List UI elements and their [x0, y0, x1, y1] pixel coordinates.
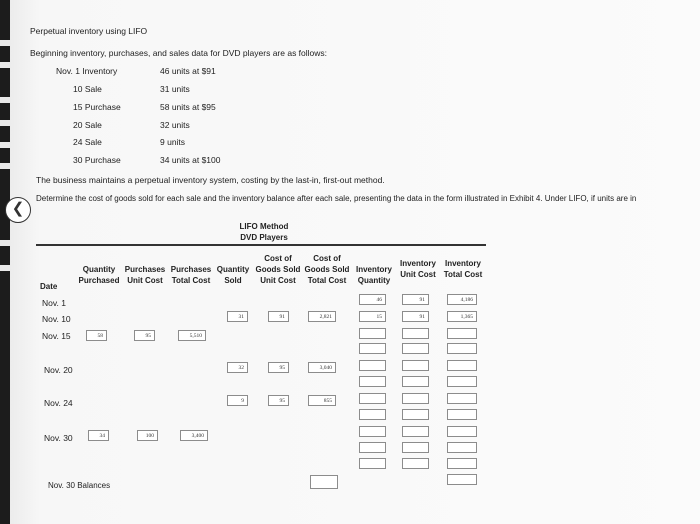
date-nov30: Nov. 30 [44, 433, 73, 443]
system-text: The business maintains a perpetual inventory system, costing by the last-in, first-out method. [36, 175, 385, 185]
nov30-balances-cogs-total-input[interactable] [310, 475, 338, 489]
nov30-inv-unit-cost-input-1[interactable] [402, 426, 429, 437]
nov15-inv-total-cost-input-2[interactable] [447, 343, 477, 354]
data-value-nov10: 31 units [160, 84, 190, 94]
nov15-purchase-unit-cost-input[interactable]: 95 [134, 330, 155, 341]
nov20-sold-total-cost-input[interactable]: 3,040 [308, 362, 336, 373]
nov24-sold-unit-cost-input[interactable]: 95 [268, 395, 289, 406]
nov20-inv-quantity-input-2[interactable] [359, 376, 386, 387]
nov30-purchase-total-cost-input[interactable]: 3,400 [180, 430, 208, 441]
data-value-nov1: 46 units at $91 [160, 66, 216, 76]
chevron-left-icon: ❮ [11, 200, 25, 217]
col-header-purchases-unit-cost: Purchases Unit Cost [124, 265, 166, 285]
col-header-inv-total-cost: Inventory Total Cost [443, 259, 483, 279]
data-value-nov20: 32 units [160, 120, 190, 130]
data-label-nov15: 15 Purchase [73, 102, 121, 112]
data-value-nov30: 34 units at $100 [160, 155, 221, 165]
col-header-date: Date [40, 282, 58, 291]
date-nov30-balances: Nov. 30 Balances [48, 481, 111, 490]
sidebar-tick [0, 40, 10, 46]
col-header-inv-quantity: Inventory Quantity [355, 265, 392, 285]
nov15-purchase-qty-input[interactable]: 58 [86, 330, 107, 341]
nov10-sold-qty-input[interactable]: 31 [227, 311, 248, 322]
nov15-purchase-total-cost-input[interactable]: 5,510 [178, 330, 206, 341]
sidebar-tick [0, 120, 10, 126]
date-nov1: Nov. 1 [42, 298, 66, 308]
instruction-text: Determine the cost of goods sold for each sale and the inventory balance after each sale, presenting the data in the form illustrated in Exhibit 4. Under LIFO, if units are in [36, 194, 637, 203]
nov30-inv-quantity-input-2[interactable] [359, 442, 386, 453]
data-value-nov24: 9 units [160, 137, 186, 147]
nov15-inv-quantity-input-1[interactable] [359, 328, 386, 339]
nov10-inv-unit-cost-input[interactable]: 91 [402, 311, 429, 322]
date-nov20: Nov. 20 [44, 365, 73, 375]
nov24-inv-unit-cost-input-2[interactable] [402, 409, 429, 420]
data-value-nov15: 58 units at $95 [160, 102, 216, 112]
date-nov10: Nov. 10 [42, 314, 71, 324]
sidebar-tick [0, 62, 10, 68]
nov30-inv-unit-cost-input-3[interactable] [402, 458, 429, 469]
nov30-inv-total-cost-input-2[interactable] [447, 442, 477, 453]
nov20-sold-qty-input[interactable]: 32 [227, 362, 248, 373]
nov30-inv-total-cost-input-1[interactable] [447, 426, 477, 437]
sidebar-tick [0, 163, 10, 169]
data-label-nov20: 20 Sale [73, 120, 102, 130]
table-heading-product: DVD Players [240, 233, 288, 242]
data-label-nov24: 24 Sale [73, 137, 102, 147]
nov24-inv-total-cost-input-1[interactable] [447, 393, 477, 404]
nov24-inv-quantity-input-1[interactable] [359, 393, 386, 404]
nov10-sold-total-cost-input[interactable]: 2,821 [308, 311, 336, 322]
date-nov24: Nov. 24 [44, 398, 73, 408]
header-rule [36, 244, 486, 246]
date-nov15: Nov. 15 [42, 331, 71, 341]
nov1-inv-unit-cost-input[interactable]: 91 [402, 294, 429, 305]
col-header-purchases-total-cost: Purchases Total Cost [170, 265, 212, 285]
nov24-sold-total-cost-input[interactable]: 855 [308, 395, 336, 406]
sidebar-tick [0, 265, 10, 271]
nov30-inv-total-cost-input-3[interactable] [447, 458, 477, 469]
nov10-inv-total-cost-input[interactable]: 1,365 [447, 311, 477, 322]
nov30-inv-quantity-input-1[interactable] [359, 426, 386, 437]
data-label-nov30: 30 Purchase [73, 155, 121, 165]
nov24-inv-unit-cost-input-1[interactable] [402, 393, 429, 404]
nov20-inv-total-cost-input-1[interactable] [447, 360, 477, 371]
nov15-inv-total-cost-input-1[interactable] [447, 328, 477, 339]
nov15-inv-unit-cost-input-1[interactable] [402, 328, 429, 339]
nov20-inv-unit-cost-input-2[interactable] [402, 376, 429, 387]
col-header-qty-sold: Quantity Sold [216, 265, 250, 285]
sidebar-tick [0, 97, 10, 103]
nov15-inv-quantity-input-2[interactable] [359, 343, 386, 354]
nov20-inv-quantity-input-1[interactable] [359, 360, 386, 371]
nov10-sold-unit-cost-input[interactable]: 91 [268, 311, 289, 322]
col-header-inv-unit-cost: Inventory Unit Cost [399, 259, 436, 279]
back-chevron-button[interactable] [5, 197, 31, 223]
nov24-sold-qty-input[interactable]: 9 [227, 395, 248, 406]
nov15-inv-unit-cost-input-2[interactable] [402, 343, 429, 354]
col-header-qty-purchased: Quantity Purchased [78, 265, 120, 285]
sidebar-tick [0, 142, 10, 148]
nov24-inv-total-cost-input-2[interactable] [447, 409, 477, 420]
sidebar-tick [0, 240, 10, 246]
nov30-inv-total-cost-input-4[interactable] [447, 474, 477, 485]
nov1-inv-total-cost-input[interactable]: 4,186 [447, 294, 477, 305]
nov30-purchase-qty-input[interactable]: 34 [88, 430, 109, 441]
nov30-inv-unit-cost-input-2[interactable] [402, 442, 429, 453]
page-title: Perpetual inventory using LIFO [30, 26, 148, 36]
nov30-inv-quantity-input-3[interactable] [359, 458, 386, 469]
intro-text: Beginning inventory, purchases, and sales data for DVD players are as follows: [30, 48, 328, 58]
nov1-inv-quantity-input[interactable]: 46 [359, 294, 386, 305]
nov20-sold-unit-cost-input[interactable]: 95 [268, 362, 289, 373]
data-label-nov1: Nov. 1 Inventory [56, 66, 118, 76]
col-header-cogs-total-cost: Cost of Goods Sold Total Cost [304, 254, 350, 285]
nov20-inv-total-cost-input-2[interactable] [447, 376, 477, 387]
nov30-purchase-unit-cost-input[interactable]: 100 [137, 430, 158, 441]
data-label-nov10: 10 Sale [73, 84, 102, 94]
nov24-inv-quantity-input-2[interactable] [359, 409, 386, 420]
nov20-inv-unit-cost-input-1[interactable] [402, 360, 429, 371]
nov10-inv-quantity-input[interactable]: 15 [359, 311, 386, 322]
table-heading-method: LIFO Method [239, 222, 289, 231]
col-header-cogs-unit-cost: Cost of Goods Sold Unit Cost [255, 254, 301, 285]
